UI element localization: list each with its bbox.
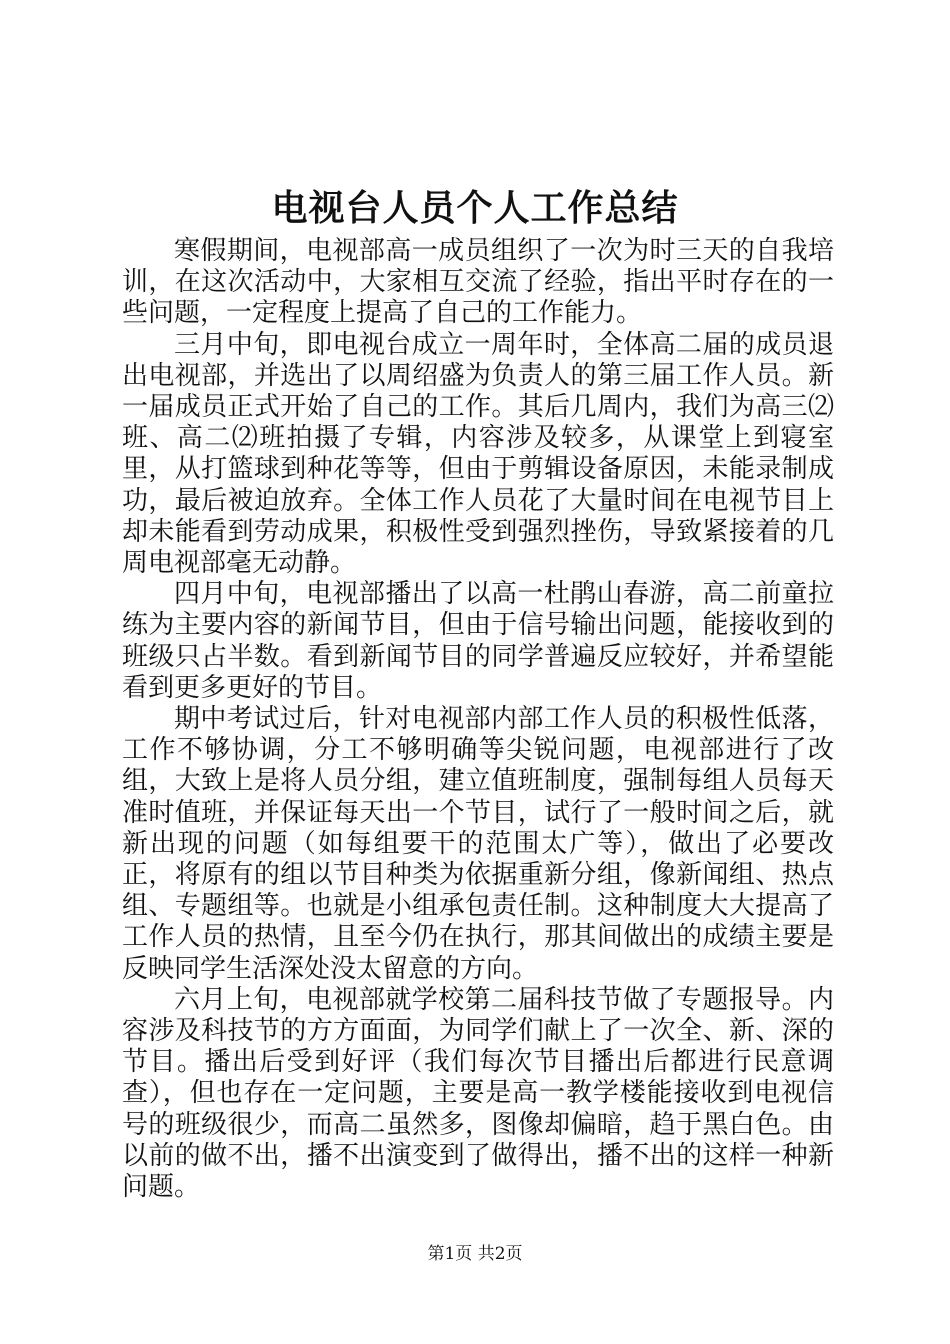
- document-title: 电视台人员个人工作总结: [271, 187, 679, 229]
- paragraph: 六月上旬，电视部就学校第二届科技节做了专题报导。内容涉及科技节的方方面面，为同学们献上了一次全、新、深的节目。播出后受到好评（我们每次节目播出后都进行民意调查），但也存在一定问题，主要是高一教学楼能接收到电视信号的班级很少，而高二虽然多，图像却偏暗，趋于黑白色。由以前的做不出，播不出演变到了做得出，播不出的这样一种新问题。: [122, 984, 834, 1203]
- paragraph: 寒假期间，电视部高一成员组织了一次为时三天的自我培训，在这次活动中，大家相互交流了经验，指出平时存在的一些问题，一定程度上提高了自己的工作能力。: [122, 236, 834, 329]
- paragraph: 三月中旬，即电视台成立一周年时，全体高二届的成员退出电视部，并选出了以周绍盛为负责人的第三届工作人员。新一届成员正式开始了自己的工作。其后几周内，我们为高三⑵班、高二⑵班拍摄了专辑，内容涉及较多，从课堂上到寝室里，从打篮球到种花等等，但由于剪辑设备原因，未能录制成功，最后被迫放弃。全体工作人员花了大量时间在电视节目上却未能看到劳动成果，积极性受到强烈挫伤，导致紧接着的几周电视部毫无动静。: [122, 329, 834, 579]
- page-footer: 第1页 共2页: [427, 1244, 523, 1264]
- paragraph: 四月中旬，电视部播出了以高一杜鹃山春游，高二前童拉练为主要内容的新闻节目，但由于信号输出问题，能接收到的班级只占半数。看到新闻节目的同学普遍反应较好，并希望能看到更多更好的节目。: [122, 579, 834, 703]
- paragraph: 期中考试过后，针对电视部内部工作人员的积极性低落，工作不够协调，分工不够明确等尖锐问题，电视部进行了改组，大致上是将人员分组，建立值班制度，强制每组人员每天准时值班，并保证每天出一个节目，试行了一般时间之后，就新出现的问题（如每组要干的范围太广等），做出了必要改正，将原有的组以节目种类为依据重新分组，像新闻组、热点组、专题组等。也就是小组承包责任制。这种制度大大提高了工作人员的热情，且至今仍在执行，那其间做出的成绩主要是反映同学生活深处没太留意的方向。: [122, 704, 834, 984]
- document-body: [122, 236, 834, 1203]
